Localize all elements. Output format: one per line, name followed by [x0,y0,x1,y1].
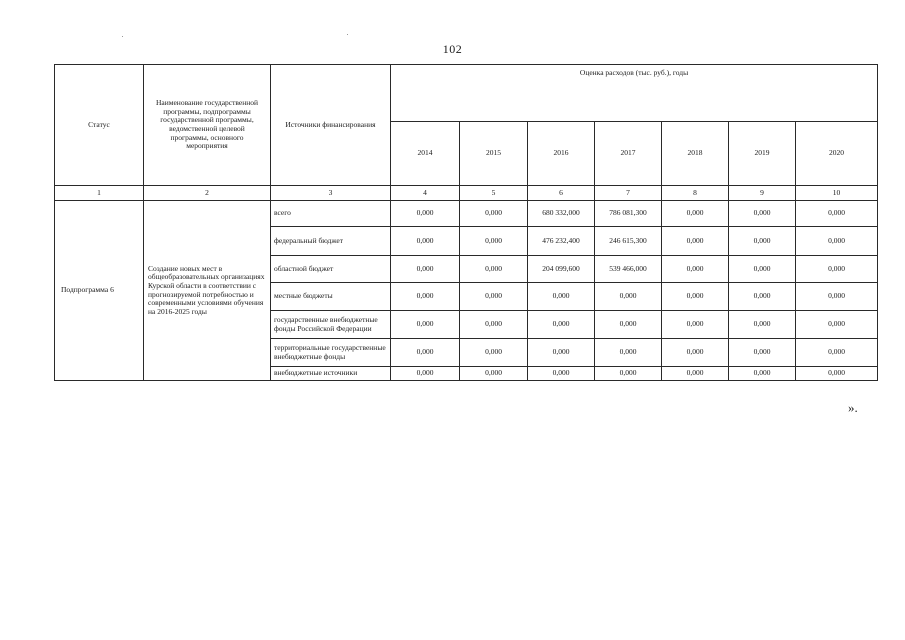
header-year: 2015 [460,122,528,186]
table-row [55,201,878,227]
value-cell: 0,000 [460,339,528,367]
value-cell: 0,000 [662,227,729,256]
header-year: 2019 [729,122,796,186]
column-number: 7 [595,186,662,201]
page-number: 102 [442,42,463,56]
value-cell: 0,000 [528,311,595,339]
value-cell: 0,000 [391,227,460,256]
column-number: 1 [55,186,144,201]
scan-speck [122,36,123,37]
closing-mark: ». [848,400,858,415]
value-cell: 0,000 [460,256,528,283]
value-cell: 0,000 [729,201,796,227]
value-cell: 0,000 [729,339,796,367]
funding-source: внебюджетные источники [271,367,391,381]
funding-source: территориальные государственные внебюджетные фонды [271,339,391,367]
value-cell: 0,000 [595,311,662,339]
subprogram-name: Создание новых мест в общеобразовательных организациях Курской области в соответствии с прогнозируемой потребностью и современными условиями обучения на 2016-2025 годы [144,201,271,381]
value-cell: 0,000 [391,311,460,339]
value-cell: 0,000 [595,367,662,381]
value-cell: 204 099,600 [528,256,595,283]
value-cell: 0,000 [391,339,460,367]
value-cell: 0,000 [662,256,729,283]
value-cell: 0,000 [595,339,662,367]
value-cell: 0,000 [391,201,460,227]
value-cell: 0,000 [662,339,729,367]
header-year: 2016 [528,122,595,186]
value-cell: 0,000 [662,367,729,381]
value-cell: 786 081,300 [595,201,662,227]
column-number-row [55,186,878,201]
value-cell: 680 332,000 [528,201,595,227]
value-cell: 0,000 [528,367,595,381]
value-cell: 0,000 [796,227,878,256]
value-cell: 0,000 [729,256,796,283]
value-cell: 0,000 [662,283,729,311]
value-cell: 0,000 [528,283,595,311]
header-name: Наименование государственной программы, подпрограммы государственной программы, ведомственной целевой программы, основного мероприятия [144,65,271,186]
value-cell: 539 466,000 [595,256,662,283]
value-cell: 0,000 [460,201,528,227]
value-cell: 476 232,400 [528,227,595,256]
value-cell: 0,000 [391,283,460,311]
value-cell: 0,000 [391,256,460,283]
scan-speck [347,34,348,35]
value-cell: 0,000 [796,256,878,283]
header-row-top [55,65,878,122]
column-number: 5 [460,186,528,201]
value-cell: 0,000 [729,311,796,339]
value-cell: 0,000 [729,283,796,311]
value-cell: 0,000 [729,367,796,381]
value-cell: 0,000 [460,283,528,311]
header-year: 2017 [595,122,662,186]
funding-source: федеральный бюджет [271,227,391,256]
value-cell: 0,000 [460,367,528,381]
value-cell: 0,000 [460,311,528,339]
value-cell: 0,000 [796,283,878,311]
funding-source: государственные внебюджетные фонды Российской Федерации [271,311,391,339]
funding-source: всего [271,201,391,227]
value-cell: 0,000 [796,201,878,227]
value-cell: 246 615,300 [595,227,662,256]
funding-source: местные бюджеты [271,283,391,311]
column-number: 9 [729,186,796,201]
header-year: 2014 [391,122,460,186]
subprogram-status: Подпрограмма 6 [55,201,144,381]
value-cell: 0,000 [796,339,878,367]
header-estimate: Оценка расходов (тыс. руб.), годы [391,65,878,122]
column-number: 3 [271,186,391,201]
budget-table [54,64,878,381]
value-cell: 0,000 [796,311,878,339]
value-cell: 0,000 [460,227,528,256]
value-cell: 0,000 [528,339,595,367]
value-cell: 0,000 [662,201,729,227]
header-year: 2020 [796,122,878,186]
value-cell: 0,000 [595,283,662,311]
header-status: Статус [55,65,144,186]
value-cell: 0,000 [662,311,729,339]
header-year: 2018 [662,122,729,186]
header-sources: Источники финансирования [271,65,391,186]
column-number: 6 [528,186,595,201]
column-number: 4 [391,186,460,201]
value-cell: 0,000 [729,227,796,256]
column-number: 2 [144,186,271,201]
value-cell: 0,000 [796,367,878,381]
funding-source: областной бюджет [271,256,391,283]
value-cell: 0,000 [391,367,460,381]
column-number: 10 [796,186,878,201]
column-number: 8 [662,186,729,201]
